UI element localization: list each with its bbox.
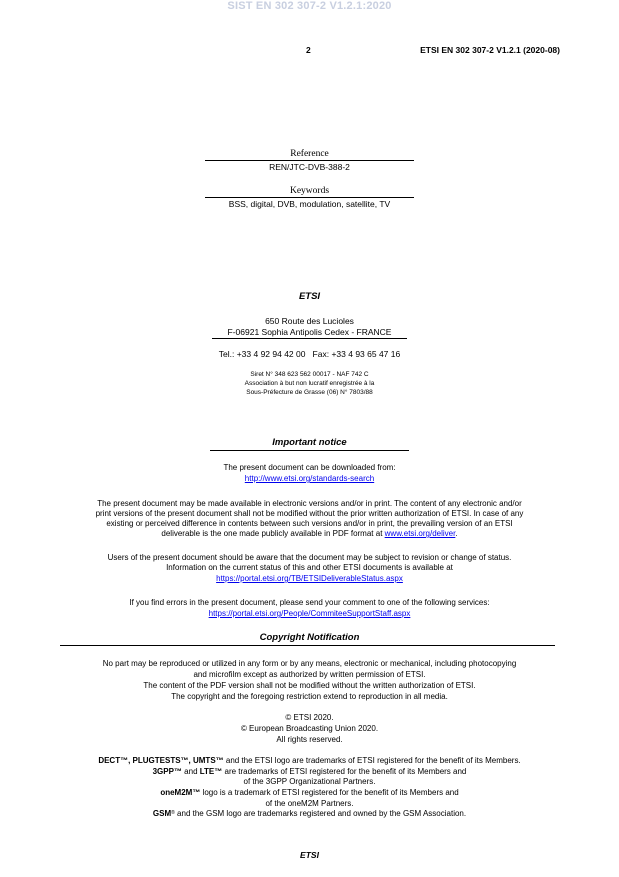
notice-p1-line3: existing or perceived difference in contents between such versions and/or in print, the prevailing version of an ETSI <box>106 519 513 528</box>
address-rule <box>212 338 407 339</box>
notice-p3-line1: If you find errors in the present document, please send your comment to one of the following services: <box>129 598 490 607</box>
keywords-label: Keywords <box>289 186 330 196</box>
keywords-value: BSS, digital, DVB, modulation, satellite, TV <box>228 199 391 209</box>
download-text: The present document can be downloaded from: <box>223 463 396 472</box>
copyright-line4: The copyright and the foregoing restriction extend to reproduction in all media. <box>171 692 448 701</box>
notice-p1-line2: print versions of the present document shall not be modified without the prior written authorization of ETSI. In case of any <box>95 509 524 518</box>
important-notice-title: Important notice <box>272 437 347 448</box>
keywords-rule <box>205 197 414 198</box>
document-id: ETSI EN 302 307-2 V1.2.1 (2020-08) <box>420 45 560 55</box>
watermark: SIST EN 302 307-2 V1.2.1:2020 <box>227 0 392 12</box>
reference-label: Reference <box>290 149 329 159</box>
deliver-link[interactable]: www.etsi.org/deliver <box>384 529 456 538</box>
footer-etsi: ETSI <box>300 850 319 860</box>
trademark-gsm: GSM® and the GSM logo are trademarks registered and owned by the GSM Association. <box>152 809 467 818</box>
support-link[interactable]: https://portal.etsi.org/People/CommiteeSupportStaff.aspx <box>208 609 411 618</box>
siret-line3: Sous-Préfecture de Grasse (06) N° 7803/88 <box>246 389 373 396</box>
notice-rule <box>210 450 409 451</box>
trademark-onem2m: oneM2M™ logo is a trademark of ETSI registered for the benefit of its Members and <box>160 788 459 797</box>
reference-rule <box>205 160 414 161</box>
copyright-line3: The content of the PDF version shall not be modified without the written authorization of ETSI. <box>143 681 476 690</box>
etsi-name: ETSI <box>298 291 321 302</box>
copyright-ebu: © European Broadcasting Union 2020. <box>240 724 379 733</box>
reference-value: REN/JTC-DVB-388-2 <box>269 162 350 172</box>
status-link[interactable]: https://portal.etsi.org/TB/ETSIDeliverableStatus.aspx <box>216 574 403 583</box>
notice-p1-line1: The present document may be made available in electronic versions and/or in print. The content of any electronic and/or <box>97 499 522 508</box>
copyright-line1: No part may be reproduced or utilized in any form or by any means, electronic or mechanical, including photocopying <box>102 659 517 668</box>
siret-line2: Association à but non lucratif enregistrée à la <box>244 380 375 387</box>
download-link[interactable]: http://www.etsi.org/standards-search <box>244 474 375 483</box>
copyright-rule <box>60 645 555 646</box>
copyright-title: Copyright Notification <box>259 632 360 643</box>
notice-p2-line2: Information on the current status of this and other ETSI documents is available at <box>166 563 453 572</box>
etsi-tel-fax: Tel.: +33 4 92 94 42 00 Fax: +33 4 93 65 47 16 <box>218 349 401 359</box>
trademark-3gpp: 3GPP™ and LTE™ are trademarks of ETSI registered for the benefit of its Members and <box>152 767 467 776</box>
trademark-dect: DECT™, PLUGTESTS™, UMTS™ and the ETSI logo are trademarks of ETSI registered for the benefit of its Members. <box>98 756 521 765</box>
trademark-onem2m-line2: of the oneM2M Partners. <box>265 799 354 808</box>
etsi-address-line1: 650 Route des Lucioles <box>265 316 354 326</box>
notice-p2-line1: Users of the present document should be aware that the document may be subject to revision or change of status. <box>107 553 512 562</box>
copyright-line2: and microfilm except as authorized by written permission of ETSI. <box>193 670 426 679</box>
rights-reserved: All rights reserved. <box>276 735 343 744</box>
trademark-3gpp-line2: of the 3GPP Organizational Partners. <box>243 777 376 786</box>
etsi-address-line2: F-06921 Sophia Antipolis Cedex - FRANCE <box>227 327 392 337</box>
page-number: 2 <box>306 45 311 55</box>
copyright-etsi: © ETSI 2020. <box>285 713 334 722</box>
notice-p1-line4: deliverable is the one made publicly available in PDF format at www.etsi.org/deliver. <box>161 529 458 538</box>
siret-line1: Siret N° 348 623 562 00017 - NAF 742 C <box>250 371 369 378</box>
